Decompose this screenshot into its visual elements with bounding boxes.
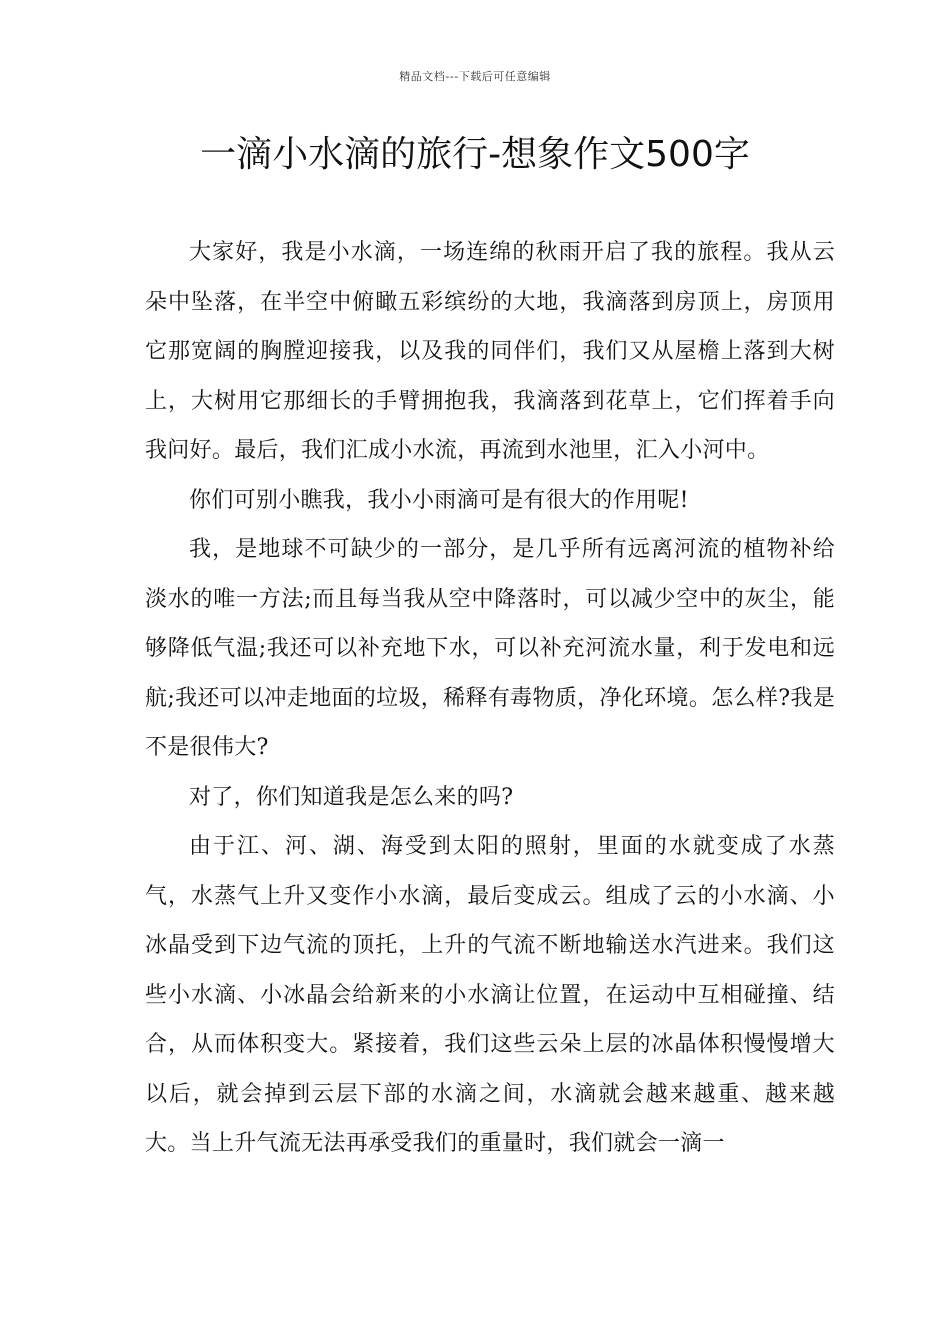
paragraph: 由于江、河、湖、海受到太阳的照射，里面的水就变成了水蒸气，水蒸气上升又变作小水滴，最后变成云。组成了云的小水滴、小冰晶受到下边气流的顶托，上升的气流不断地输送水汽进来。我们这些小水滴、小冰晶会给新来的小水滴让位置，在运动中互相碰撞、结合，从而体积变大。紧接着，我们这些云朵上层的冰晶体积慢慢增大以后，就会掉到云层下部的水滴之间，水滴就会越来越重、越来越大。当上升气流无法再承受我们的重量时，我们就会一滴一 [145,834,835,1156]
page-title: 一滴小水滴的旅行-想象作文500字 [200,134,750,175]
article-body [145,228,835,1169]
paragraph: 我，是地球不可缺少的一部分，是几乎所有远离河流的植物补给淡水的唯一方法;而且每当我从空中降落时，可以减少空中的灰尘，能够降低气温;我还可以补充地下水，可以补充河流水量，利于发电和远航;我还可以冲走地面的垃圾，稀释有毒物质，净化环境。怎么样?我是不是很伟大? [145,537,835,760]
header-note: 精品文档---下载后可任意编辑 [399,70,551,83]
paragraph: 对了，你们知道我是怎么来的吗? [189,784,514,810]
paragraph: 大家好，我是小水滴，一场连绵的秋雨开启了我的旅程。我从云朵中坠落，在半空中俯瞰五彩缤纷的大地，我滴落到房顶上，房顶用它那宽阔的胸膛迎接我，以及我的同伴们，我们又从屋檐上落到大树上，大树用它那细长的手臂拥抱我，我滴落到花草上，它们挥着手向我问好。最后，我们汇成小水流，再流到水池里，汇入小河中。 [145,240,835,463]
paragraph: 你们可别小瞧我，我小小雨滴可是有很大的作用呢! [189,487,689,513]
